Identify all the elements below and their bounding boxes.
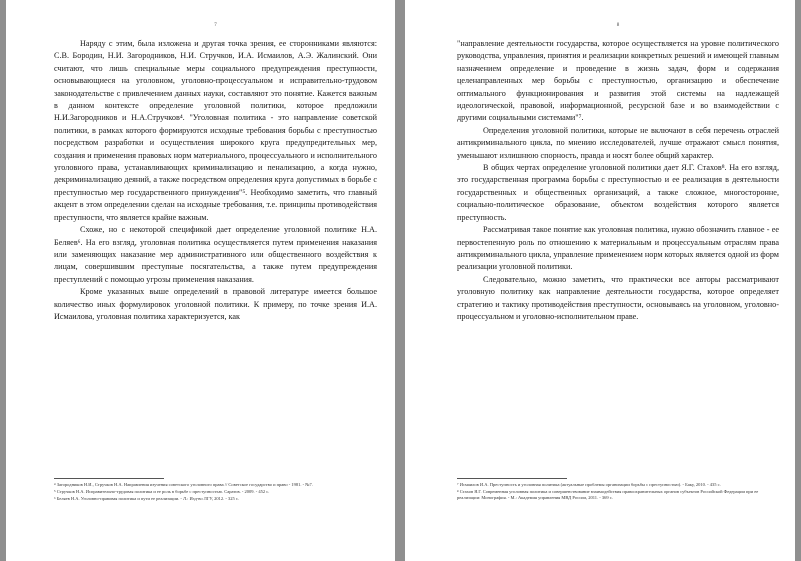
footnote: ⁵ Стручков Н.А. Исправительно-трудовая политика и ее роль в борьбе с преступностью. Саратов. - 2009. - 452 с. — [54, 489, 270, 494]
paragraph: Кроме указанных выше определений в правовой литературе имеется большое количество иных формулировок уголовной политики. К примеру, по точке зрения И.А. Исмаилова, уголовная политика характеризуется, как — [54, 287, 377, 321]
footnotes — [54, 478, 377, 503]
page-number: 7 — [214, 23, 217, 28]
paragraph: В общих чертах определение уголовной политики дает Я.Г. Стахов⁸. На его взгляд, это государственная программа борьбы с преступностью и ее реализация в деятельности государственных и общественных организаций, а также сложное, многосторонне, социально-политическое образование, объектом воздействия которого является преступность. — [457, 163, 779, 222]
page-number: 8 — [616, 23, 620, 28]
paragraph: Наряду с этим, была изложена и другая точка зрения, ее сторонниками являются: С.В. Бородин, Н.И. Загородников, Н.И. Стручков, И.А. Исмаилов, А.Э. Жалинский. Они считают, что лишь специальные меры социального предупреждения преступности, основывающиеся на уголовном, уголовно-процессуальном и исправительно-трудовом законодательстве с привлечением данных науки, составляют это понятие. Кажется важным в данном контексте определение уголовной политики, которое предложили Н.И.Загородников и Н.А.Стручков⁴. "Уголовная политика - это направление советской политики, в рамках которого формируются исходные требования борьбы с преступностью посредством разработки и осуществления широкого круга предупредительных мер, создания и применения правовых норм материального, процессуального и исполнительного уголовного права, устанавливающих криминализацию и пенализацию, а когда нужно, декриминализацию деяний, а также посредством определения круга допустимых в борьбе с преступностью мер государственного принуждения"⁵. Необходимо заметить, что главный акцент в этом определении сделан на исходные требования, т.е. принципы противодействия преступности, что является крайне важным. — [54, 39, 377, 222]
footnote: ⁴ Загородников Н.И., Стручков Н.А. Направления изучения советского уголовного права // Советское государство и право - 1981. - №7. — [54, 482, 313, 487]
footnote-separator — [457, 478, 567, 479]
page-body — [457, 38, 779, 323]
paragraph: "направление деятельности государства, которое осуществляется на уровне политического руководства, управления, принятия и реализации конкретных решений и имеющей главным назначением определение и проведение в жизнь задач, форм и содержания целенаправленных мер борьбы с преступностью, организацию и обеспечение оптимального функционирования и развития этой системы на надлежащей идеологической, правовой, информационной, ресурсной базе и во взаимодействии с другими социальными системами"⁷. — [457, 39, 779, 123]
paragraph: Схоже, но с некоторой спецификой дает определение уголовной политике Н.А. Беляев⁶. На его взгляд, уголовная политика осуществляется путем применения наказания или заменяющих наказание мер административного или общественного воздействия к лицам, совершившим преступные посягательства, а также путем предупреждения преступлений с помощью угрозы применения наказания. — [54, 225, 377, 284]
document-page-7 — [6, 0, 395, 561]
footnotes — [457, 478, 779, 502]
paragraph: Определения уголовной политики, которые не включают в себя перечень отраслей антикриминального цикла, по мнению исследователей, лучше отражают смысл понятия, уменьшают излишнюю спорность, правда и носят более общий характер. — [457, 125, 779, 160]
document-page-8 — [405, 0, 795, 561]
footnote: ⁸ Стахов Я.Г. Современная уголовная политика и совершенствование взаимодействия правоохранительных органов субъектов Российской Федерации при ее реализации: Монография. - М.: Академия управления МВД России, 2011. - 369 с. — [457, 489, 759, 500]
footnote: ⁶ Беляев Н.А. Уголовно-правовая политика и пути ее реализации. - Л.: Изд-во ЛГУ, 2012. - 325 с. — [54, 496, 239, 501]
footnote-separator — [54, 478, 164, 479]
paragraph: Следовательно, можно заметить, что практически все авторы рассматривают уголовную политику как направление деятельности государства, которое определяет стратегию и тактику противодействия преступности, основываясь на уголовном, уголовно-процессуальном и уголовно-исполнительном праве. — [457, 274, 779, 321]
paragraph: Рассматривая такое понятие как уголовная политика, нужно обозначить главное - ее первостепенную роль по отношению к материальным и процессуальным отраслям права антикриминального цикла, управление применением норм которых является одной из форм реализации уголовной политики. — [457, 225, 779, 272]
footnote: ⁷ Исмаилов И.А. Преступность и уголовная политика (актуальные проблемы организации борьбы с преступностью). - Баку, 2010. - 435 с. — [457, 482, 721, 487]
page-body — [54, 38, 377, 323]
